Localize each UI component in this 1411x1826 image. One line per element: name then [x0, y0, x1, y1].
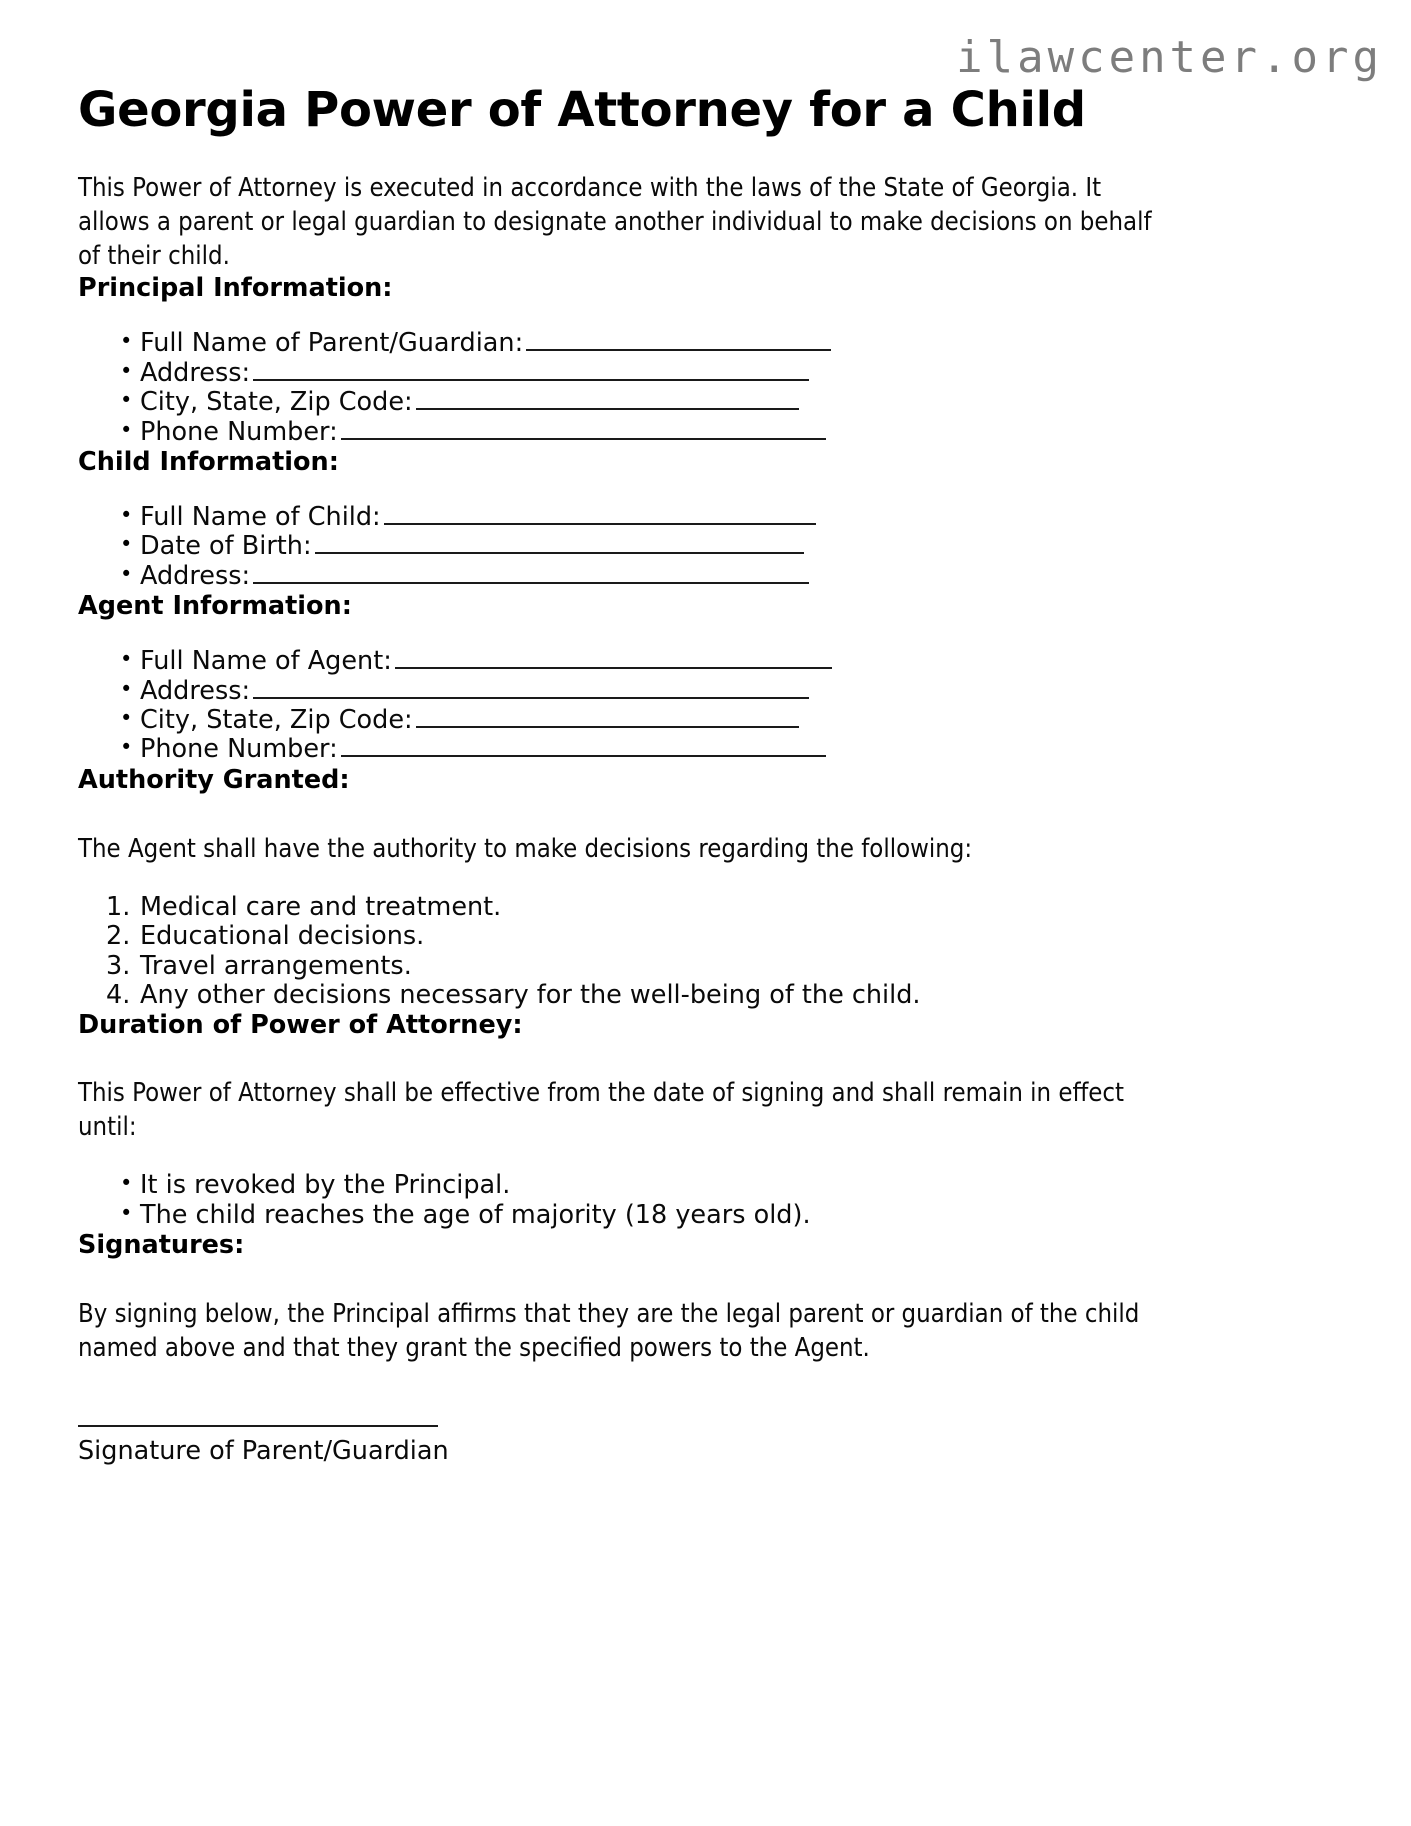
document-content — [78, 0, 1333, 1468]
field-label: Address: — [140, 560, 251, 591]
page-title: Georgia Power of Attorney for a Child — [78, 82, 1086, 138]
list-item: Any other decisions necessary for the well-being of the child. — [140, 980, 921, 1010]
list-item: Travel arrangements. — [140, 950, 412, 981]
blank-line[interactable] — [341, 736, 826, 757]
list-item — [78, 562, 1333, 591]
field-label: Date of Birth: — [140, 531, 312, 562]
list-item: • The child reaches the age of majority (18 years old). — [78, 1201, 1333, 1230]
section-heading-duration: Duration of Power of Attorney: — [78, 1010, 523, 1041]
list-item: Educational decisions. — [140, 921, 425, 952]
section-heading-principal: Principal Information: — [78, 273, 393, 304]
blank-line[interactable] — [315, 533, 804, 554]
section-heading-agent: Agent Information: — [78, 591, 352, 622]
agent-field-list — [78, 647, 1333, 765]
signature-caption: Signature of Parent/Guardian — [78, 1435, 449, 1466]
duration-bullet-list — [78, 1171, 1333, 1230]
principal-field-list — [78, 329, 1333, 447]
blank-line[interactable] — [416, 389, 799, 410]
field-label: Full Name of Agent: — [140, 646, 392, 677]
signatures-paragraph: By signing below, the Principal affirms that they are the legal parent or guardian of the child named above and that they grant the specified powers to the Agent. — [78, 1298, 1140, 1363]
intro-paragraph: This Power of Attorney is executed in accordance with the laws of the State of Georgia. It allows a parent or legal guardian to designate another individual to make decisions on behalf of their child. — [78, 172, 1152, 271]
blank-line[interactable] — [395, 648, 832, 669]
field-label: City, State, Zip Code: — [140, 705, 413, 736]
blank-line[interactable] — [253, 562, 809, 583]
list-item — [78, 359, 1333, 388]
field-label: Phone Number: — [140, 416, 338, 447]
list-item — [78, 503, 1333, 532]
list-item — [78, 532, 1333, 561]
site-watermark: ilawcenter.org — [956, 32, 1383, 83]
list-item — [78, 735, 1333, 764]
section-heading-authority: Authority Granted: — [78, 764, 350, 795]
authority-numbered-list — [78, 893, 1333, 1011]
blank-line[interactable] — [416, 707, 799, 728]
blank-line[interactable] — [341, 418, 826, 439]
blank-line[interactable] — [384, 504, 816, 525]
field-label: Full Name of Child: — [140, 501, 381, 532]
blank-line[interactable] — [253, 677, 809, 698]
field-label: Address: — [140, 357, 251, 388]
field-label: Phone Number: — [140, 734, 338, 765]
list-item — [78, 647, 1333, 676]
list-item — [78, 677, 1333, 706]
duration-paragraph: This Power of Attorney shall be effective from the date of signing and shall remain in effect until: — [78, 1078, 1125, 1143]
list-item: • It is revoked by the Principal. — [78, 1171, 1333, 1200]
authority-lead-paragraph: The Agent shall have the authority to make decisions regarding the following: — [78, 833, 973, 864]
field-label: Full Name of Parent/Guardian: — [140, 328, 524, 359]
section-heading-child: Child Information: — [78, 447, 339, 478]
blank-line[interactable] — [253, 359, 809, 380]
section-heading-signatures: Signatures: — [78, 1230, 245, 1260]
signature-line[interactable] — [78, 1424, 438, 1427]
list-item — [78, 329, 1333, 358]
list-item: Medical care and treatment. — [140, 891, 502, 922]
list-item — [78, 706, 1333, 735]
blank-line[interactable] — [526, 330, 831, 351]
field-label: City, State, Zip Code: — [140, 387, 413, 418]
signature-block — [78, 1424, 1333, 1468]
field-label: Address: — [140, 675, 251, 706]
list-item — [78, 388, 1333, 417]
list-item — [78, 418, 1333, 447]
child-field-list — [78, 503, 1333, 591]
